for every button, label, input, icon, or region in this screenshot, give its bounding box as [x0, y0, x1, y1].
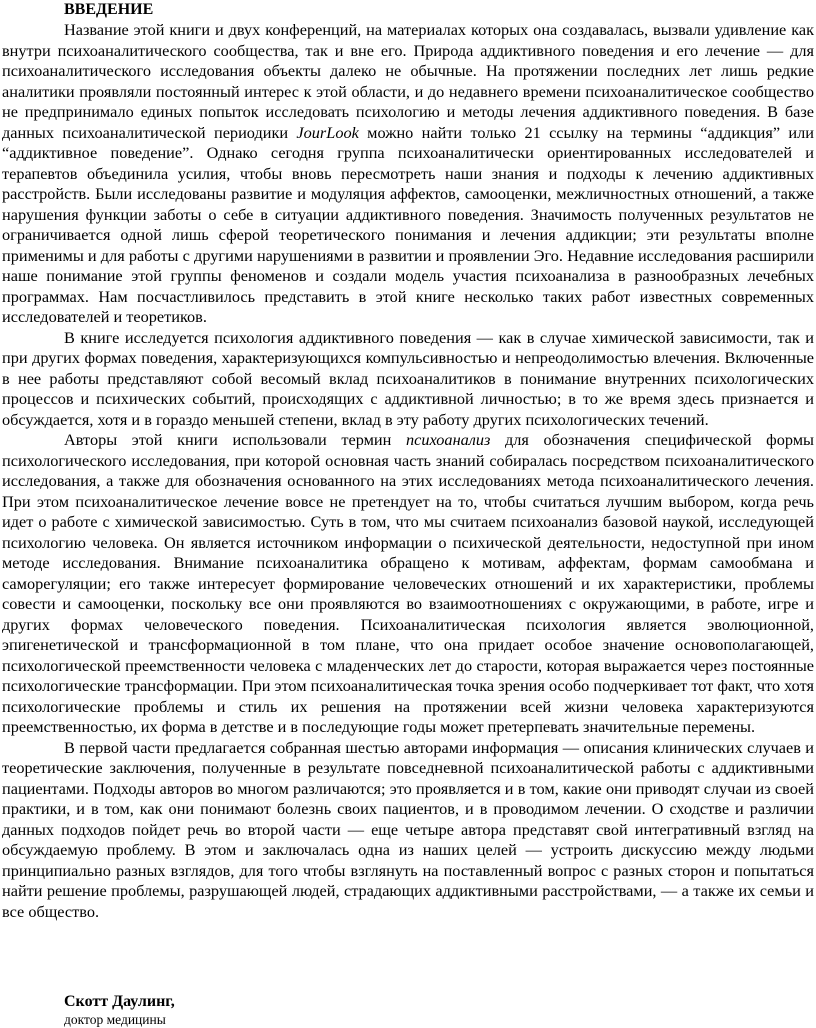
- italic-term: JourLook: [296, 122, 359, 142]
- paragraph-text: можно найти только 21 ссылку на термины “аддикция” или “аддиктивное поведение”. Однако сегодня группа психоаналитически ориентированных исследователей и терапевтов объединила усилия, чтобы вновь пересмотреть наши знания и подходы к лечению аддиктивных расстройств. Были исследованы развитие и модуляция аффектов, самооценки, межличностных отношений, а также нарушения функции заботы о себе в ситуации аддиктивного поведения. Значимость полученных результатов не ограничивается одной лишь сферой теоретического понимания и лечения аддикции; эти результаты вполне применимы и для работы с другими нарушениями в развитии и проявлении Эго. Недавние исследования расширили наше понимание этой группы феноменов и создали модель участия психоанализа в разнообразных лечебных программах. Нам посчастливилось представить в этой книге несколько таких работ известных современных исследователей и теоретиков.: [2, 122, 814, 326]
- section-heading: ВВЕДЕНИЕ: [64, 1, 154, 18]
- paragraph-text: В первой части предлагается собранная шестью авторами информация — описания клинических случаев и теоретические заключения, полученные в результате повседневной психоаналитической работы с аддиктивными пациентами. Подходы авторов во многом различаются; это проявляется и в том, какие они приводят случаи из своей практики, и в том, как они понимают болезнь своих пациентов, и в проводимом лечении. О сходстве и различии данных подходов пойдет речь во второй части — еще четыре автора представят свой интегративный взгляд на обсуждаемую проблему. В этом и заключалась одна из наших целей — устроить дискуссию между людьми принципиально разных взглядов, для того чтобы взглянуть на поставленный вопрос с разных сторон и попытаться найти решение проблемы, разрушающей людей, страдающих аддиктивными расстройствами, — а также их семьи и все общество.: [2, 737, 814, 921]
- paragraph-text: Название этой книги и двух конференций, на материалах которых она создавалась, вызвали удивление как внутри психоаналитического сообщества, так и вне его. Природа аддиктивного поведения и его лечение — для психоаналитического исследования объекты далеко не обычные. На протяжении последних лет лишь редкие аналитики проявляли постоянный интерес к этой области, и до недавнего времени психоаналитическое сообщество не предпринимало единых попыток исследовать психологию и методы лечения аддиктивного поведения. В базе данных психоаналитической периодики: [2, 20, 814, 142]
- author-signature: [64, 992, 464, 1028]
- body-paragraph: [2, 20, 814, 328]
- paragraph-text: В книге исследуется психология аддиктивного поведения — как в случае химической зависимости, так и при других формах поведения, характеризующихся компульсивностью и непреодолимостью влечения. Включенные в нее работы представляют собой весомый вклад психоаналитиков в понимание внутренних психологических процессов и психических событий, происходящих с аддиктивной личностью; в то же время здесь признается и обсуждается, хотя и в гораздо меньшей степени, вклад в эту работу других психологических течений.: [2, 327, 814, 429]
- author-name: Скотт Даулинг,: [64, 993, 175, 1010]
- paragraphs-container: [2, 20, 814, 922]
- italic-term: психоанализ: [405, 430, 491, 449]
- paragraph-text: Авторы этой книги использовали термин: [64, 430, 406, 449]
- author-title: доктор медицины: [64, 1012, 166, 1027]
- body-paragraph: [2, 738, 814, 923]
- body-paragraph: [2, 328, 814, 431]
- document-body: [2, 0, 814, 922]
- paragraph-text: для обозначения специфической формы психологического исследования, при которой основная часть знаний собиралась посредством психоаналитического исследования, а также для обозначения основанного на этих исследованиях метода психоаналитического лечения. При этом психоаналитическое лечение вовсе не претендует на то, чтобы считаться лучшим выбором, когда речь идет о работе с химической зависимостью. Суть в том, что мы считаем психоанализ базовой наукой, исследующей психологию человека. Он является источником информации о психической деятельности, недоступной при ином методе исследования. Внимание психоаналитика обращено к мотивам, аффектам, формам самообмана и саморегуляции; его также интересует формирование человеческих отношений и их характеристики, проблемы совести и самооценки, поскольку все они проявляются во взаимоотношениях с окружающими, в работе, игре и других формах человеческого поведения. Психоаналитическая психология является эволюционной, эпигенетической и трансформационной в том плане, что она придает особое значение основополагающей, психологической преемственности человека с младенческих лет до старости, которая выражается через постоянные психологические трансформации. При этом психоаналитическая точка зрения особо подчеркивает тот факт, что хотя психологические проблемы и стиль их решения на протяжении всей жизни человека характеризуются преемственностью, их форма в детстве и в последующие годы может претерпевать значительные перемены.: [2, 430, 814, 736]
- body-paragraph: [2, 430, 814, 738]
